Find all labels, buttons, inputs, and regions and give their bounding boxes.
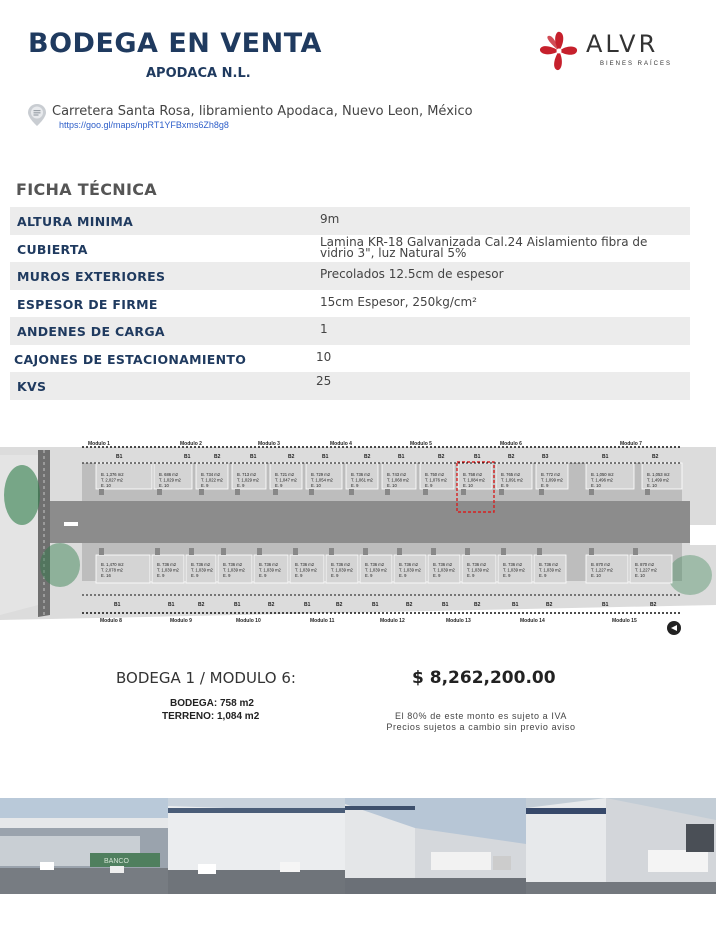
module-label: Modulo 8 (100, 618, 122, 624)
unit-label: T. 1,022 m2 (201, 477, 223, 483)
page-title: BODEGA EN VENTA (28, 28, 322, 59)
unit-label: B. 1,470 m2 (101, 562, 124, 567)
location-pin-icon (27, 103, 47, 127)
unit-label: E. 9 (539, 573, 547, 578)
map-link[interactable]: https://goo.gl/maps/npRT1YFBxms6Zh8g8 (59, 120, 229, 130)
unit-label: B. 736 m2 (223, 562, 243, 567)
unit-label: B. 736 m2 (191, 562, 211, 567)
unit-label: E. 9 (191, 573, 199, 578)
bay-label: B1 (602, 454, 609, 460)
loading-dock (465, 548, 470, 555)
spec-row (10, 235, 690, 263)
unit-label: E. 10 (635, 573, 645, 578)
bay-label: B2 (268, 602, 275, 608)
unit-label: E. 9 (157, 573, 165, 578)
unit-label: T. 1,061 m2 (351, 477, 373, 483)
loading-dock (189, 548, 194, 555)
bay-label: B1 (304, 602, 311, 608)
spec-value: 9m (320, 212, 340, 226)
unit-label: T. 1,039 m2 (191, 567, 213, 573)
loading-dock (501, 548, 506, 555)
unit-label: T. 1,039 m2 (157, 567, 179, 573)
unit-label: B. 736 m2 (539, 562, 559, 567)
unit-label: T. 1,029 m2 (237, 477, 259, 483)
unit-label: B. 734 m2 (201, 472, 221, 477)
unit-label: B. 736 m2 (157, 562, 177, 567)
logo-wordmark: ALVR (586, 30, 659, 58)
unit-label: E. 9 (541, 483, 549, 488)
unit-label: B. 713 m2 (237, 472, 257, 477)
loading-dock (589, 548, 594, 555)
unit-label: E. 9 (201, 483, 209, 488)
terreno-area: TERRENO: 1,084 m2 (162, 711, 260, 722)
unit-label: E. 9 (399, 573, 407, 578)
unit-label: E. 10 (591, 573, 601, 578)
bay-label: B1 (512, 602, 519, 608)
spec-label: ESPESOR DE FIRME (17, 296, 158, 312)
unit-label: B. 758 m2 (463, 472, 483, 477)
logo-tagline: BIENES RAÍCES (600, 61, 673, 67)
module-label: Modulo 10 (236, 618, 261, 624)
warehouse-photo-3 (345, 798, 526, 894)
loading-dock (221, 548, 226, 555)
loading-dock (645, 489, 650, 495)
loading-dock (293, 548, 298, 555)
loading-dock (431, 548, 436, 555)
unit-label: T. 1,084 m2 (463, 477, 485, 483)
bodega-area: BODEGA: 758 m2 (170, 698, 254, 709)
loading-dock (99, 548, 104, 555)
loading-dock (329, 548, 334, 555)
unit-label: T. 1,054 m2 (311, 477, 333, 483)
spec-label: CUBIERTA (17, 241, 88, 257)
spec-row (10, 317, 690, 345)
unit-label: E. 10 (647, 483, 657, 488)
module-label: Modulo 9 (170, 618, 192, 624)
bay-label: B2 (508, 454, 515, 460)
module-label: Modulo 5 (410, 441, 432, 447)
bay-label: B1 (442, 602, 449, 608)
bay-label: B2 (652, 454, 659, 460)
unit-label: B. 736 m2 (503, 562, 523, 567)
unit-label: T. 1,047 m2 (275, 477, 297, 483)
unit-label: T. 1,499 m2 (647, 477, 669, 483)
flower-icon (534, 26, 584, 76)
spec-row (10, 345, 690, 373)
unit-label: T. 1,039 m2 (433, 567, 455, 573)
unit-label: E. 9 (425, 483, 433, 488)
unit-label: B. 736 m2 (259, 562, 279, 567)
photo-strip (0, 798, 716, 894)
loading-dock (589, 489, 594, 495)
offer-label: BODEGA 1 / MODULO 6: (116, 669, 296, 687)
unit-label: E. 9 (275, 483, 283, 488)
unit-label: T. 1,039 m2 (295, 567, 317, 573)
unit-label: E. 9 (467, 573, 475, 578)
module-label: Modulo 1 (88, 441, 110, 447)
unit-label: E. 10 (311, 483, 321, 488)
price-disclaimer: Precios sujetos a cambio sin previo aviso (386, 722, 576, 732)
unit-label: T. 1,029 m2 (159, 477, 181, 483)
unit-label: E. 9 (223, 573, 231, 578)
offer-price: $ 8,262,200.00 (412, 668, 556, 688)
unit-label: B. 870 m2 (635, 562, 655, 567)
bay-label: B2 (474, 602, 481, 608)
unit-label: B. 1,376 m2 (101, 472, 124, 477)
warehouse-photo-1 (0, 798, 168, 894)
unit-label: B. 1,053 m2 (647, 472, 670, 477)
unit-label: B. 736 m2 (399, 562, 419, 567)
unit-label: B. 736 m2 (351, 472, 371, 477)
loading-dock (461, 489, 466, 495)
warehouse-photo-2 (168, 798, 345, 894)
unit-label: T. 1,039 m2 (259, 567, 281, 573)
module-label: Modulo 12 (380, 618, 405, 624)
bay-label: B2 (546, 602, 553, 608)
unit-label: B. 765 m2 (501, 472, 521, 477)
entrance-marker (64, 522, 78, 526)
unit-label: T. 1,091 m2 (501, 477, 523, 483)
unit-label: E. 10 (159, 483, 169, 488)
bay-label: B2 (214, 454, 221, 460)
unit-label: T. 1,039 m2 (503, 567, 525, 573)
loading-dock (155, 548, 160, 555)
loading-dock (385, 489, 390, 495)
bay-label: B2 (438, 454, 445, 460)
unit-label: E. 9 (365, 573, 373, 578)
unit-label: E. 9 (331, 573, 339, 578)
unit-label: B. 772 m2 (541, 472, 561, 477)
loading-dock (235, 489, 240, 495)
spec-label: CAJONES DE ESTACIONAMIENTO (14, 351, 247, 367)
unit-label: B. 721 m2 (275, 472, 295, 477)
photo-banner-text: BANCO (104, 858, 129, 865)
bay-label: B3 (542, 454, 549, 460)
unit-label: B. 750 m2 (425, 472, 445, 477)
bay-label: B1 (398, 454, 405, 460)
unit-label: T. 1,068 m2 (387, 477, 409, 483)
iva-note: El 80% de este monto es sujeto a IVA (394, 711, 568, 721)
unit-label: T. 1,039 m2 (539, 567, 561, 573)
bay-label: B1 (234, 602, 241, 608)
unit-label: B. 736 m2 (467, 562, 487, 567)
page-subtitle: APODACA N.L. (146, 66, 251, 81)
bay-label: B1 (474, 454, 481, 460)
loading-dock (397, 548, 402, 555)
loading-dock (157, 489, 162, 495)
unit-label: E. 16 (101, 573, 111, 578)
property-address: Carretera Santa Rosa, libramiento Apodaca, Nuevo Leon, México (52, 104, 473, 119)
unit-label: E. 10 (387, 483, 397, 488)
warehouse-photo-4 (526, 798, 716, 894)
unit-label: B. 870 m2 (591, 562, 611, 567)
module-label: Modulo 4 (330, 441, 352, 447)
unit-label: B. 736 m2 (331, 562, 351, 567)
site-plan (0, 435, 716, 645)
unit-label: T. 1,039 m2 (331, 567, 353, 573)
bay-label: B1 (322, 454, 329, 460)
loading-dock (363, 548, 368, 555)
spec-value: Lamina KR-18 Galvanizada Cal.24 Aislamiento fibra de vidrio 3", luz Natural 5% (320, 234, 648, 260)
loading-dock (633, 548, 638, 555)
unit-label: B. 736 m2 (433, 562, 453, 567)
module-label: Modulo 7 (620, 441, 642, 447)
loading-dock (537, 548, 542, 555)
bay-label: B2 (198, 602, 205, 608)
unit-label: T. 1,039 m2 (365, 567, 387, 573)
spec-label: KVS (17, 379, 47, 394)
unit-label: T. 2,078 m2 (101, 567, 123, 573)
unit-label: T. 1,496 m2 (591, 477, 613, 483)
spec-value: 10 (316, 349, 332, 364)
brand-logo (534, 26, 684, 76)
bay-label: B2 (288, 454, 295, 460)
module-label: Modulo 3 (258, 441, 280, 447)
unit-label: B. 686 m2 (159, 472, 179, 477)
unit-label: E. 9 (351, 483, 359, 488)
loading-dock (273, 489, 278, 495)
spec-value: 25 (316, 374, 332, 388)
loading-dock (199, 489, 204, 495)
unit-label: T. 1,076 m2 (425, 477, 447, 483)
spec-value: 15cm Espesor, 250kg/cm² (320, 294, 477, 309)
loading-dock (257, 548, 262, 555)
unit-label: T. 1,039 m2 (399, 567, 421, 573)
unit-label: E. 9 (501, 483, 509, 488)
loading-dock (309, 489, 314, 495)
unit-label: E. 10 (463, 483, 473, 488)
bay-label: B1 (602, 602, 609, 608)
spec-label: ALTURA MINIMA (17, 214, 134, 229)
scroll-arrow-icon[interactable] (667, 621, 681, 635)
module-label: Modulo 11 (310, 618, 335, 624)
unit-label: E. 9 (433, 573, 441, 578)
unit-label: E. 9 (295, 573, 303, 578)
loading-dock (499, 489, 504, 495)
unit-label: T. 2,027 m2 (101, 477, 123, 483)
bay-label: B2 (650, 602, 657, 608)
bay-label: B2 (364, 454, 371, 460)
unit-label: T. 1,099 m2 (541, 477, 563, 483)
spec-label: ANDENES DE CARGA (17, 324, 165, 339)
spec-row (10, 290, 690, 318)
spec-section-title: FICHA TÉCNICA (16, 180, 157, 199)
spec-label: MUROS EXTERIORES (17, 269, 166, 284)
loading-dock (423, 489, 428, 495)
module-label: Modulo 15 (612, 618, 637, 624)
unit-label: E. 10 (101, 483, 111, 488)
spec-table (10, 207, 690, 400)
spec-value: 1 (320, 322, 328, 336)
unit-label: E. 10 (591, 483, 601, 488)
unit-label: E. 9 (237, 483, 245, 488)
unit-label: B. 736 m2 (365, 562, 385, 567)
loading-dock (349, 489, 354, 495)
spec-row (10, 372, 690, 400)
unit-label: B. 743 m2 (387, 472, 407, 477)
module-label: Modulo 13 (446, 618, 471, 624)
module-label: Modulo 6 (500, 441, 522, 447)
bay-label: B2 (336, 602, 343, 608)
bay-label: B2 (406, 602, 413, 608)
bay-label: B1 (116, 454, 123, 460)
unit-label: B. 736 m2 (295, 562, 315, 567)
spec-row (10, 207, 690, 235)
unit-label: T. 1,039 m2 (467, 567, 489, 573)
module-label: Modulo 2 (180, 441, 202, 447)
module-label: Modulo 14 (520, 618, 545, 624)
bay-label: B1 (114, 602, 121, 608)
loading-dock (539, 489, 544, 495)
bay-label: B1 (372, 602, 379, 608)
spec-row (10, 262, 690, 290)
unit-label: B. 1,050 m2 (591, 472, 614, 477)
unit-label: E. 9 (503, 573, 511, 578)
loading-dock (99, 489, 104, 495)
unit-label: B. 729 m2 (311, 472, 331, 477)
unit-label: E. 9 (259, 573, 267, 578)
bay-label: B1 (250, 454, 257, 460)
bay-label: B1 (184, 454, 191, 460)
unit-label: T. 1,039 m2 (223, 567, 245, 573)
unit-label: T. 1,227 m2 (591, 567, 613, 573)
spec-value: Precolados 12.5cm de espesor (320, 267, 504, 281)
unit-label: T. 1,227 m2 (635, 567, 657, 573)
bay-label: B1 (168, 602, 175, 608)
